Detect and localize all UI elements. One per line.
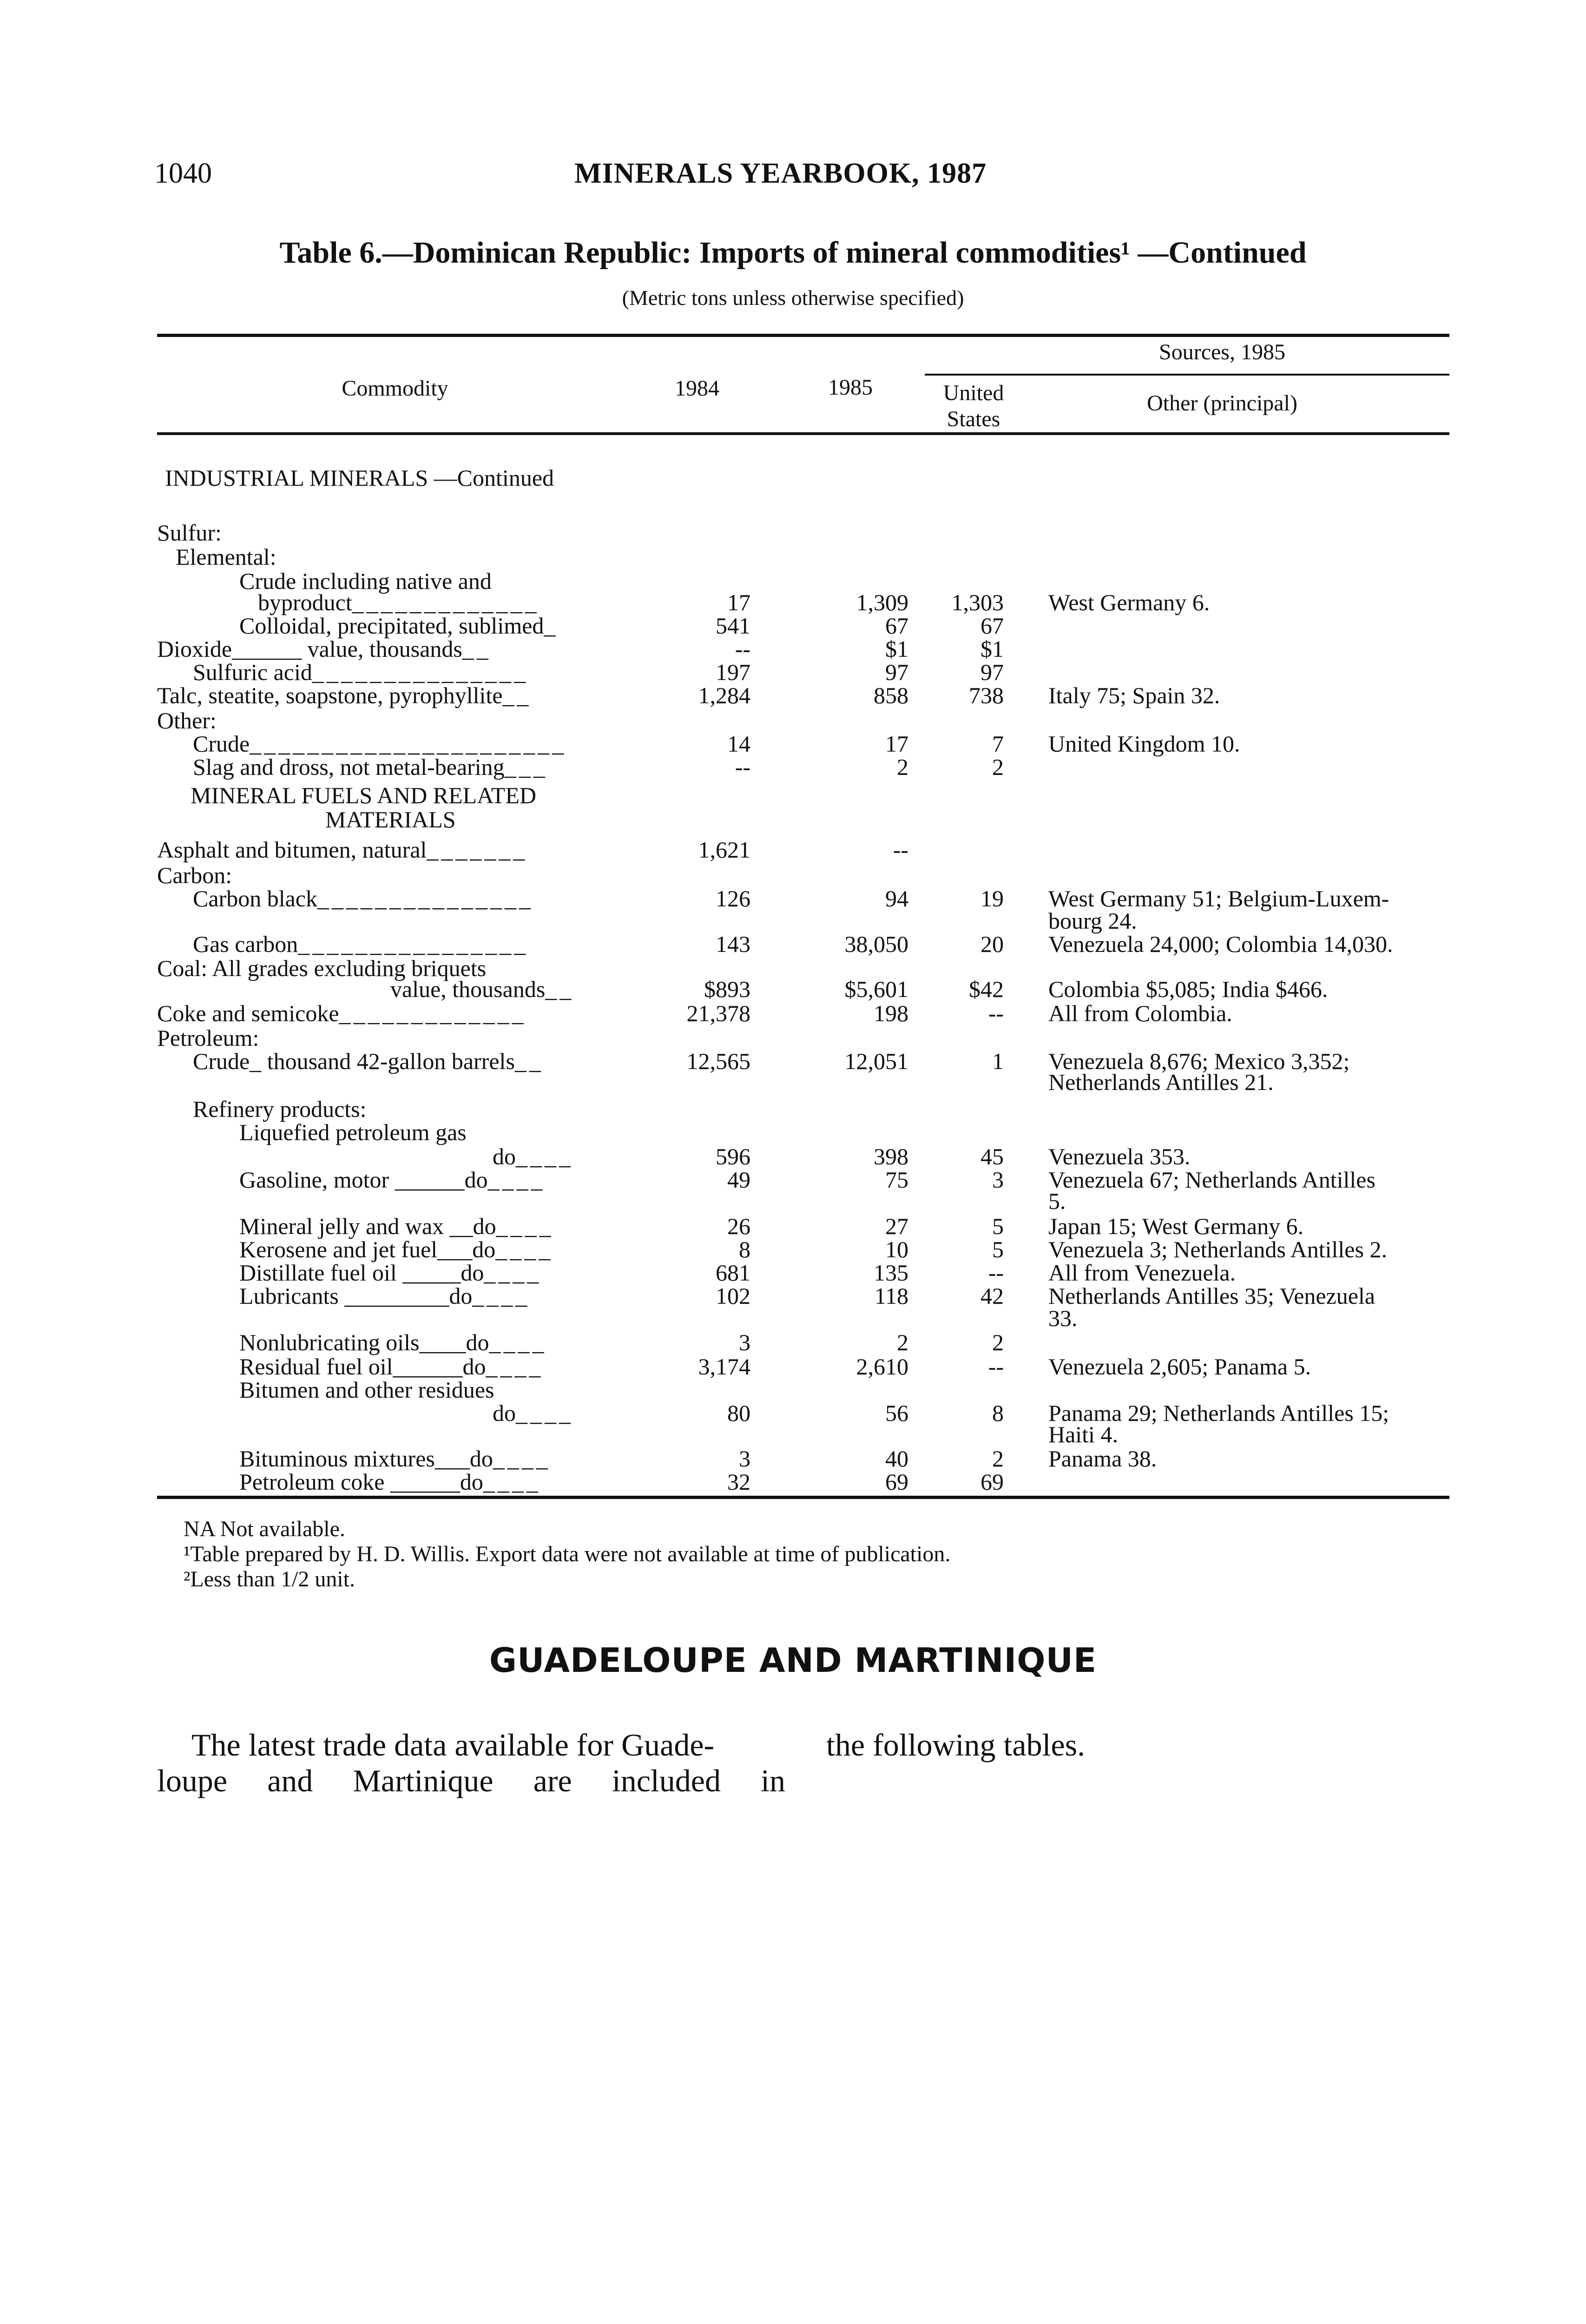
leader-dots: _____________ xyxy=(352,589,540,615)
table-row xyxy=(0,1143,1586,1169)
table-row xyxy=(0,1236,1586,1262)
sources-rule xyxy=(925,374,1449,376)
commodity-name: Coal: All grades excluding briquets xyxy=(157,955,487,981)
value-other-sources: Venezuela 353. xyxy=(1048,1143,1191,1169)
value-united-states: 8 xyxy=(992,1400,1004,1426)
leader-dots: _______ xyxy=(427,837,528,863)
commodity-name: Elemental: xyxy=(176,544,276,570)
value-1984: -- xyxy=(735,636,750,662)
commodity-label xyxy=(193,731,566,757)
value-united-states: 2 xyxy=(992,1446,1004,1472)
commodity-label xyxy=(191,782,536,808)
value-other-sources: Netherlands Antilles 21. xyxy=(1048,1069,1274,1095)
header-sources: Sources, 1985 xyxy=(1159,340,1285,364)
leader-dots: ________________ xyxy=(298,931,529,957)
commodity-name: Coke and semicoke xyxy=(157,1000,339,1026)
value-1985: 118 xyxy=(874,1283,908,1309)
table-row xyxy=(0,1421,1586,1447)
table-row xyxy=(0,465,1586,491)
body-word: loupe xyxy=(157,1763,228,1798)
value-1984: $893 xyxy=(704,976,750,1002)
leader-dots: __ xyxy=(462,636,491,662)
value-other-sources: bourg 24. xyxy=(1048,908,1137,934)
value-other-sources: All from Colombia. xyxy=(1048,1000,1232,1026)
table-row xyxy=(0,908,1586,934)
value-1984: 17 xyxy=(727,589,750,615)
body-word: included xyxy=(612,1763,721,1798)
leader-dots: ____ xyxy=(495,1236,553,1262)
value-other-sources: Venezuela 8,676; Mexico 3,352; xyxy=(1048,1048,1350,1074)
value-1984: 1,284 xyxy=(698,682,750,708)
commodity-name: Other: xyxy=(157,707,217,733)
commodity-name: INDUSTRIAL MINERALS —Continued xyxy=(165,465,554,491)
value-1984: 32 xyxy=(727,1469,750,1495)
table-row xyxy=(0,613,1586,639)
leader-dots: ____ xyxy=(493,1446,551,1472)
commodity-label xyxy=(239,1329,546,1355)
value-1984: 126 xyxy=(716,885,750,911)
commodity-name: byproduct xyxy=(258,589,352,615)
commodity-label xyxy=(157,1025,259,1051)
commodity-label xyxy=(239,1260,541,1286)
commodity-name: Crude xyxy=(193,731,250,757)
body-word: and xyxy=(267,1763,313,1798)
leader-dots: ____ xyxy=(496,1213,554,1239)
commodity-name: Sulfur: xyxy=(157,520,222,546)
footnote: ²Less than 1/2 unit. xyxy=(184,1567,355,1591)
commodity-name: Carbon: xyxy=(157,862,232,888)
commodity-label xyxy=(239,1446,551,1472)
value-other-sources: All from Venezuela. xyxy=(1048,1260,1236,1286)
table-row xyxy=(0,1446,1586,1472)
value-other-sources: Netherlands Antilles 35; Venezuela xyxy=(1048,1283,1375,1309)
table-top-rule xyxy=(157,334,1449,337)
value-other-sources: West Germany 51; Belgium-Luxem- xyxy=(1048,885,1389,911)
value-united-states: $1 xyxy=(981,636,1004,662)
commodity-name: Sulfuric acid xyxy=(193,659,312,685)
value-other-sources: Japan 15; West Germany 6. xyxy=(1048,1213,1304,1239)
commodity-name: value, thousands xyxy=(390,976,546,1002)
value-1985: 398 xyxy=(874,1143,908,1169)
commodity-name: Liquefied petroleum gas xyxy=(239,1119,467,1145)
commodity-label xyxy=(157,682,532,708)
value-1984: 596 xyxy=(716,1143,750,1169)
value-other-sources: Italy 75; Spain 32. xyxy=(1048,682,1220,708)
table-row xyxy=(0,1469,1586,1495)
value-united-states: 67 xyxy=(981,613,1004,639)
value-other-sources: Haiti 4. xyxy=(1048,1421,1118,1447)
commodity-name: MINERAL FUELS AND RELATED xyxy=(191,782,536,808)
value-1985: $1 xyxy=(885,636,908,662)
table-row xyxy=(0,731,1586,757)
value-1984: 12,565 xyxy=(686,1048,750,1074)
value-other-sources: Panama 38. xyxy=(1048,1446,1157,1472)
value-united-states: 42 xyxy=(981,1283,1004,1309)
value-united-states: 5 xyxy=(992,1236,1004,1262)
value-united-states: 738 xyxy=(969,682,1004,708)
commodity-label xyxy=(239,1353,544,1380)
table-row xyxy=(0,1188,1586,1214)
table-row xyxy=(0,707,1586,733)
value-1984: 49 xyxy=(727,1167,750,1193)
commodity-label xyxy=(165,465,554,491)
value-1985: -- xyxy=(893,837,908,863)
value-united-states: 2 xyxy=(992,754,1004,780)
value-united-states: 7 xyxy=(992,731,1004,757)
value-1985: 2,610 xyxy=(856,1353,908,1380)
value-1985: 12,051 xyxy=(844,1048,908,1074)
commodity-label xyxy=(239,1469,541,1495)
value-united-states: 1,303 xyxy=(951,589,1004,615)
value-1984: 197 xyxy=(716,659,750,685)
table-row xyxy=(0,1353,1586,1380)
value-1984: 8 xyxy=(739,1236,750,1262)
table-row xyxy=(0,1213,1586,1239)
value-1985: 27 xyxy=(885,1213,908,1239)
commodity-label xyxy=(493,1143,573,1169)
body-word: in xyxy=(761,1763,785,1798)
table-row xyxy=(0,976,1586,1002)
value-1984: 3 xyxy=(739,1446,750,1472)
commodity-name: Nonlubricating oils____do xyxy=(239,1329,489,1355)
value-1984: 102 xyxy=(716,1283,750,1309)
commodity-name: Refinery products: xyxy=(193,1096,367,1122)
header-united-states: United States xyxy=(943,381,1004,431)
table-row xyxy=(0,636,1586,662)
table-row xyxy=(0,544,1586,570)
value-other-sources: Colombia $5,085; India $466. xyxy=(1048,976,1328,1002)
table-row xyxy=(0,806,1586,832)
table-row xyxy=(0,1119,1586,1145)
value-1984: 3,174 xyxy=(698,1353,750,1380)
commodity-label xyxy=(390,976,574,1002)
value-1984: 1,621 xyxy=(698,837,750,863)
table-row xyxy=(0,1025,1586,1051)
value-other-sources: United Kingdom 10. xyxy=(1048,731,1240,757)
table-title: Table 6.—Dominican Republic: Imports of mineral commodities¹ —Continued xyxy=(279,236,1307,270)
value-united-states: -- xyxy=(988,1260,1004,1286)
commodity-name: Gas carbon xyxy=(193,931,298,957)
table-row xyxy=(0,931,1586,957)
value-united-states: 97 xyxy=(981,659,1004,685)
table-row xyxy=(0,1260,1586,1286)
header-1985: 1985 xyxy=(828,375,873,400)
commodity-name: do xyxy=(493,1143,516,1169)
commodity-name: Crude including native and xyxy=(239,568,492,594)
leader-dots: ____ xyxy=(516,1143,573,1169)
table-row xyxy=(0,1000,1586,1026)
commodity-label xyxy=(176,544,276,570)
commodity-name: Talc, steatite, soapstone, pyrophyllite xyxy=(157,682,503,708)
value-other-sources: West Germany 6. xyxy=(1048,589,1210,615)
value-1985: 97 xyxy=(885,659,908,685)
leader-dots: ____ xyxy=(472,1283,530,1309)
value-united-states: -- xyxy=(988,1353,1004,1380)
body-word: are xyxy=(533,1763,572,1798)
commodity-label xyxy=(258,589,540,615)
leader-dots: _______________ xyxy=(317,885,533,911)
value-united-states: $42 xyxy=(969,976,1004,1002)
leader-dots: __ xyxy=(545,976,574,1002)
table-bottom-rule xyxy=(157,1496,1449,1499)
leader-dots: ____ xyxy=(516,1400,573,1426)
commodity-label xyxy=(193,754,548,780)
value-1984: 80 xyxy=(727,1400,750,1426)
commodity-name: Slag and dross, not metal-bearing xyxy=(193,754,505,780)
commodity-name: Crude_ thousand 42-gallon barrels xyxy=(193,1048,515,1074)
table-row xyxy=(0,520,1586,546)
commodity-label xyxy=(239,1213,554,1239)
value-other-sources: Venezuela 24,000; Colombia 14,030. xyxy=(1048,931,1393,957)
body-paragraph-line: the following tables. xyxy=(826,1727,1086,1763)
value-1984: 21,378 xyxy=(686,1000,750,1026)
value-united-states: 3 xyxy=(992,1167,1004,1193)
commodity-name: Distillate fuel oil _____do xyxy=(239,1260,484,1286)
commodity-label xyxy=(157,1000,526,1026)
value-united-states: 20 xyxy=(981,931,1004,957)
value-1985: 1,309 xyxy=(856,589,908,615)
commodity-name: Gasoline, motor ______do xyxy=(239,1167,488,1193)
leader-dots: _ xyxy=(544,613,559,639)
value-1984: 14 xyxy=(727,731,750,757)
header-other-principal: Other (principal) xyxy=(1147,391,1297,416)
value-1985: 2 xyxy=(897,754,908,780)
value-1985: 2 xyxy=(897,1329,908,1355)
table-row xyxy=(0,589,1586,615)
value-other-sources: 33. xyxy=(1048,1305,1078,1331)
value-1984: -- xyxy=(735,754,750,780)
footnote: NA Not available. xyxy=(184,1517,345,1541)
table-row xyxy=(0,1305,1586,1331)
value-1984: 3 xyxy=(739,1329,750,1355)
value-1984: 681 xyxy=(716,1260,750,1286)
value-other-sources: Panama 29; Netherlands Antilles 15; xyxy=(1048,1400,1389,1426)
value-1985: 69 xyxy=(885,1469,908,1495)
value-1985: 94 xyxy=(885,885,908,911)
leader-dots: ____ xyxy=(486,1353,544,1380)
value-other-sources: Venezuela 2,605; Panama 5. xyxy=(1048,1353,1311,1380)
commodity-name: Petroleum coke ______do xyxy=(239,1469,483,1495)
value-united-states: -- xyxy=(988,1000,1004,1026)
leader-dots: ____ xyxy=(483,1469,541,1495)
header-commodity: Commodity xyxy=(342,376,448,401)
commodity-name: Dioxide______ value, thousands xyxy=(157,636,462,662)
value-united-states: 1 xyxy=(992,1048,1004,1074)
value-1985: $5,601 xyxy=(844,976,908,1002)
commodity-name: Colloidal, precipitated, sublimed xyxy=(239,613,544,639)
table-row xyxy=(0,1377,1586,1403)
table-subtitle: (Metric tons unless otherwise specified) xyxy=(622,286,964,310)
table-row xyxy=(0,659,1586,685)
commodity-name: Kerosene and jet fuel___do xyxy=(239,1236,496,1262)
value-1985: 135 xyxy=(874,1260,908,1286)
value-1985: 858 xyxy=(874,682,908,708)
value-united-states: 2 xyxy=(992,1329,1004,1355)
commodity-name: Residual fuel oil______do xyxy=(239,1353,486,1380)
table-row xyxy=(0,1096,1586,1122)
commodity-name: Lubricants _________do xyxy=(239,1283,473,1309)
value-united-states: 69 xyxy=(981,1469,1004,1495)
value-1984: 143 xyxy=(716,931,750,957)
value-1985: 10 xyxy=(885,1236,908,1262)
commodity-label xyxy=(157,837,527,863)
header-bottom-rule xyxy=(157,432,1449,435)
table-row xyxy=(0,1329,1586,1355)
commodity-name: Carbon black xyxy=(193,885,317,911)
leader-dots: ____ xyxy=(489,1329,547,1355)
commodity-label xyxy=(157,862,232,888)
commodity-label xyxy=(157,707,217,733)
commodity-name: do xyxy=(493,1400,516,1426)
leader-dots: ____ xyxy=(487,1167,546,1193)
commodity-name: Mineral jelly and wax __do xyxy=(239,1213,496,1239)
value-other-sources: 5. xyxy=(1048,1188,1066,1214)
leader-dots: _____________ xyxy=(339,1000,526,1026)
leader-dots: ______________________ xyxy=(250,731,567,757)
value-other-sources: Venezuela 67; Netherlands Antilles xyxy=(1048,1167,1375,1193)
table-row xyxy=(0,754,1586,780)
commodity-label xyxy=(239,613,558,639)
running-title: MINERALS YEARBOOK, 1987 xyxy=(574,158,987,189)
value-other-sources: Venezuela 3; Netherlands Antilles 2. xyxy=(1048,1236,1387,1262)
value-united-states: 5 xyxy=(992,1213,1004,1239)
value-united-states: 19 xyxy=(981,885,1004,911)
commodity-label xyxy=(239,1236,553,1262)
body-paragraph-line: The latest trade data available for Guade- xyxy=(191,1727,715,1763)
leader-dots: __ xyxy=(502,682,532,708)
value-1985: 67 xyxy=(885,613,908,639)
commodity-label xyxy=(239,1119,467,1145)
table-row xyxy=(0,782,1586,808)
commodity-label xyxy=(157,520,222,546)
table-row xyxy=(0,1069,1586,1095)
body-word: Martinique xyxy=(353,1763,494,1798)
commodity-name: Bitumen and other residues xyxy=(239,1377,494,1403)
commodity-name: MATERIALS xyxy=(325,806,456,832)
commodity-label xyxy=(193,931,528,957)
leader-dots: __ xyxy=(514,1048,544,1074)
value-1985: 38,050 xyxy=(844,931,908,957)
leader-dots: ____ xyxy=(484,1260,542,1286)
commodity-label xyxy=(157,636,491,662)
leader-dots: _______________ xyxy=(312,659,528,685)
table-row xyxy=(0,682,1586,708)
value-1985: 75 xyxy=(885,1167,908,1193)
table-row xyxy=(0,837,1586,863)
value-1985: 198 xyxy=(874,1000,908,1026)
table-row xyxy=(0,862,1586,888)
value-1984: 541 xyxy=(716,613,750,639)
commodity-label xyxy=(193,1096,367,1122)
body-paragraph-line xyxy=(157,1763,785,1799)
commodity-label xyxy=(239,1377,494,1403)
commodity-name: Asphalt and bitumen, natural xyxy=(157,837,427,863)
value-1985: 56 xyxy=(885,1400,908,1426)
value-united-states: 45 xyxy=(981,1143,1004,1169)
commodity-label xyxy=(325,806,456,832)
commodity-name: Bituminous mixtures___do xyxy=(239,1446,493,1472)
commodity-label xyxy=(193,659,528,685)
value-1985: 17 xyxy=(885,731,908,757)
leader-dots: ___ xyxy=(504,754,548,780)
page-number: 1040 xyxy=(154,158,212,189)
footnote: ¹Table prepared by H. D. Willis. Export data were not available at time of publication. xyxy=(184,1542,951,1566)
header-1984: 1984 xyxy=(675,376,719,401)
value-1984: 26 xyxy=(727,1213,750,1239)
value-1985: 40 xyxy=(885,1446,908,1472)
section-heading: GUADELOUPE AND MARTINIQUE xyxy=(489,1641,1097,1680)
commodity-name: Petroleum: xyxy=(157,1025,259,1051)
